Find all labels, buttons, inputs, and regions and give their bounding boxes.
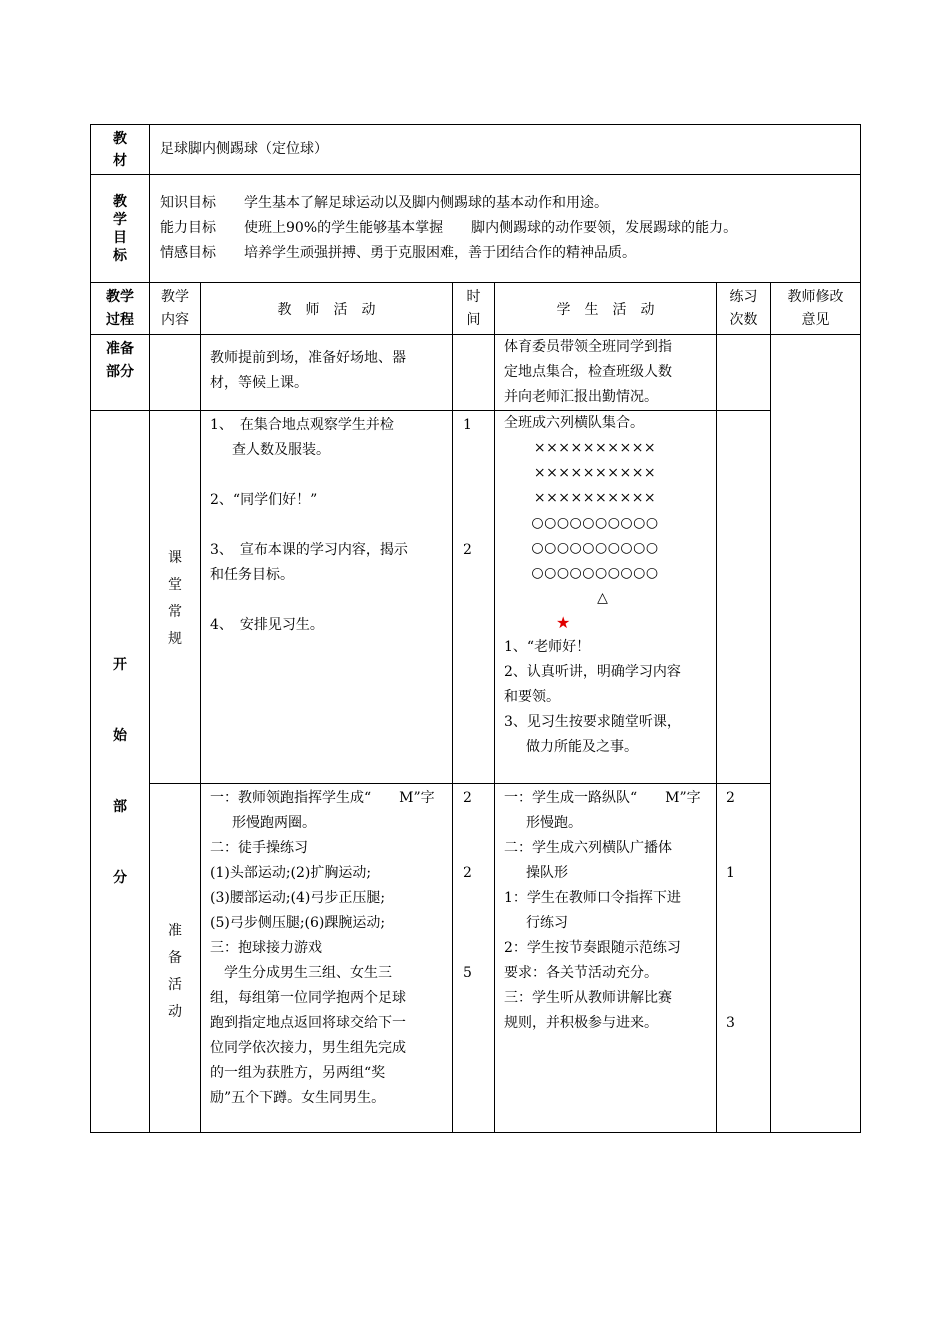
header-content-line: 教学 — [161, 289, 189, 305]
header-time-char: 时 — [466, 289, 481, 305]
routine-teacher-line: 和任务目标。 — [210, 567, 294, 583]
formation-row: ×××××××××× — [533, 440, 657, 456]
warmup-content-char: 动 — [168, 1004, 182, 1020]
start-phase-cell — [91, 411, 150, 1133]
warmup-time-line: 5 — [463, 965, 472, 981]
formation-row: ×××××××××× — [533, 465, 657, 481]
warmup-student-line: 行练习 — [526, 915, 568, 931]
objectives-cell — [150, 175, 861, 283]
warmup-practice-line — [726, 836, 770, 861]
routine-teacher-line — [210, 463, 452, 488]
warmup-practice-line — [726, 886, 770, 911]
header-revision-line: 意见 — [801, 312, 830, 328]
warmup-content-cell — [150, 784, 201, 1133]
objective-row — [160, 191, 860, 216]
warmup-content-char: 准 — [168, 923, 182, 939]
header-time-char: 间 — [466, 312, 481, 328]
objectives-label-cell — [91, 175, 150, 283]
warmup-content-char: 活 — [168, 977, 182, 993]
routine-student-line: 3、见习生按要求随堂听课， — [504, 714, 681, 730]
header-content-line: 内容 — [161, 312, 189, 328]
warmup-practice-line — [726, 961, 770, 986]
objective-text: 培养学生顽强拼搏、勇于克服困难，善于团结合作的精神品质。 — [244, 245, 636, 261]
prep-student-line: 定地点集合，检查班级人数 — [504, 364, 672, 380]
routine-teacher-line: 1、 在集合地点观察学生并检 — [210, 417, 394, 433]
warmup-teacher-line: 二：徒手操练习 — [210, 840, 308, 856]
warmup-student-cell — [495, 784, 717, 1133]
prep-row — [91, 335, 861, 411]
routine-practice-cell — [717, 411, 771, 784]
warmup-student-line: 操队形 — [526, 865, 568, 881]
warmup-teacher-line: (5)弓步侧压腿;(6)踝腕运动; — [210, 915, 386, 931]
warmup-practice-line — [726, 811, 770, 836]
formation-row: ○○○○○○○○○○ — [531, 515, 659, 531]
header-teacher — [201, 283, 453, 335]
warmup-teacher-line: 学生分成男生三组、女生三 — [210, 965, 392, 981]
prep-student-line: 并向老师汇报出勤情况。 — [504, 389, 658, 405]
prep-teacher-line: 材，等候上课。 — [210, 375, 308, 391]
warmup-time-cell — [453, 784, 495, 1133]
warmup-practice-line: 1 — [726, 865, 735, 881]
warmup-student-line: 一：学生成一路纵队“ M”字 — [504, 790, 701, 806]
routine-time-line — [463, 513, 494, 538]
warmup-content-char: 备 — [168, 950, 182, 966]
header-row — [91, 283, 861, 335]
routine-row — [91, 411, 861, 784]
warmup-teacher-line: 组，每组第一位同学抱两个足球 — [210, 990, 406, 1006]
material-label — [91, 125, 149, 172]
material-label-char: 教 — [113, 131, 127, 147]
warmup-student-line: 三：学生听从教师讲解比赛 — [504, 990, 672, 1006]
routine-teacher-line: 查人数及服装。 — [232, 442, 330, 458]
objectives-label-char: 学 — [113, 212, 127, 228]
routine-student-line: 和要领。 — [504, 689, 560, 705]
header-time — [453, 283, 495, 335]
material-label-char: 材 — [113, 153, 127, 169]
prep-phase-cell — [91, 335, 150, 411]
formation-diagram — [504, 436, 716, 586]
header-process — [91, 283, 150, 335]
material-label-cell — [91, 125, 150, 175]
header-process-line: 教学 — [106, 289, 134, 305]
routine-content-char: 课 — [168, 550, 182, 566]
warmup-teacher-line: 一：教师领跑指挥学生成“ M”字 — [210, 790, 435, 806]
warmup-student-line: 要求：各关节活动充分。 — [504, 965, 658, 981]
formation-row: ○○○○○○○○○○ — [531, 565, 659, 581]
routine-time-line — [463, 488, 494, 513]
warmup-time-line — [463, 836, 494, 861]
prep-teacher-line: 教师提前到场，准备好场地、器 — [210, 350, 406, 366]
objective-label: 情感目标 — [160, 245, 216, 261]
routine-teacher-line: 4、 安排见习生。 — [210, 617, 324, 633]
warmup-teacher-line: 形慢跑两圈。 — [232, 815, 316, 831]
formation-row: ○○○○○○○○○○ — [531, 540, 659, 556]
routine-teacher-line: 2、“同学们好！” — [210, 492, 318, 508]
warmup-practice-line: 3 — [726, 1015, 735, 1031]
warmup-time-line — [463, 811, 494, 836]
warmup-student-line: 形慢跑。 — [526, 815, 582, 831]
warmup-practice-line — [726, 936, 770, 961]
teacher-position-icon: △ — [597, 590, 608, 606]
routine-student-line: 2、认真听讲，明确学习内容 — [504, 664, 681, 680]
prep-student-line: 体育委员带领全班同学到指 — [504, 339, 672, 355]
warmup-teacher-line: 跑到指定地点返回将球交给下一 — [210, 1015, 406, 1031]
objective-row — [160, 216, 860, 241]
warmup-time-line — [463, 911, 494, 936]
start-phase-char: 部 — [113, 799, 127, 815]
revision-cell — [771, 335, 861, 1133]
warmup-time-line — [463, 886, 494, 911]
material-value-cell — [150, 125, 861, 175]
warmup-teacher-line: (1)头部运动;(2)扩胸运动; — [210, 865, 372, 881]
header-revision-line: 教师修改 — [787, 289, 844, 305]
warmup-time-line: 2 — [463, 865, 472, 881]
header-teacher-label: 教 师 活 动 — [277, 301, 376, 318]
start-phase-char: 开 — [113, 657, 127, 673]
objective-text: 使班上90%的学生能够基本掌握 脚内侧踢球的动作要领，发展踢球的能力。 — [244, 220, 738, 236]
objective-label: 能力目标 — [160, 220, 216, 236]
objectives-label — [91, 175, 149, 265]
routine-time-line: 2 — [463, 542, 472, 558]
material-row — [91, 125, 861, 175]
warmup-student-line: 2：学生按节奏跟随示范练习 — [504, 940, 681, 956]
start-phase-char: 始 — [113, 728, 127, 744]
warmup-teacher-line: (3)腰部运动;(4)弓步正压腿; — [210, 890, 386, 906]
routine-teacher-line: 3、 宣布本课的学习内容，揭示 — [210, 542, 408, 558]
header-practice-line: 次数 — [729, 312, 758, 328]
header-revision-label — [771, 283, 860, 332]
objectives-label-char: 教 — [113, 194, 127, 210]
warmup-teacher-line: 三：抱球接力游戏 — [210, 940, 322, 956]
prep-content-cell — [150, 335, 201, 411]
formation-row: ×××××××××× — [533, 490, 657, 506]
objective-text: 学生基本了解足球运动以及脚内侧踢球的基本动作和用途。 — [244, 195, 608, 211]
routine-content-cell — [150, 411, 201, 784]
warmup-practice-cell — [717, 784, 771, 1133]
routine-time-line: 1 — [463, 417, 472, 433]
prep-student-cell — [495, 335, 717, 411]
routine-content-char: 规 — [168, 631, 182, 647]
header-practice — [717, 283, 771, 335]
header-practice-line: 练习 — [729, 289, 758, 305]
routine-time-line — [463, 438, 494, 463]
prep-phase-line: 部分 — [106, 364, 134, 380]
routine-teacher-line — [210, 588, 452, 613]
header-student-label: 学 生 活 动 — [556, 301, 655, 318]
warmup-teacher-line: 的一组为获胜方，另两组“奖 — [210, 1065, 386, 1081]
warmup-row — [91, 784, 861, 1133]
prep-teacher-cell — [201, 335, 453, 411]
routine-content-char: 常 — [168, 604, 182, 620]
objectives-label-char: 标 — [113, 248, 127, 264]
warmup-student-line: 1：学生在教师口令指挥下进 — [504, 890, 681, 906]
prep-practice-cell — [717, 335, 771, 411]
warmup-teacher-cell — [201, 784, 453, 1133]
prep-time-cell — [453, 335, 495, 411]
lesson-plan-table — [90, 124, 861, 1133]
objective-row — [160, 241, 860, 266]
routine-student-line: 1、“老师好！ — [504, 639, 591, 655]
routine-teacher-cell — [201, 411, 453, 784]
warmup-teacher-line: 励”五个下蹲。女生同男生。 — [210, 1090, 386, 1106]
objectives-list — [150, 175, 860, 266]
routine-content-char: 堂 — [168, 577, 182, 593]
routine-student-top: 全班成六列横队集合。 — [504, 415, 644, 431]
routine-time-cell — [453, 411, 495, 784]
header-revision — [771, 283, 861, 335]
prep-phase-line: 准备 — [106, 341, 134, 357]
objectives-row — [91, 175, 861, 283]
routine-student-cell — [495, 411, 717, 784]
header-content — [150, 283, 201, 335]
warmup-practice-line — [726, 986, 770, 1011]
start-phase-char: 分 — [113, 870, 127, 886]
warmup-time-line: 2 — [463, 790, 472, 806]
warmup-time-line — [463, 936, 494, 961]
star-icon: ★ — [556, 613, 571, 632]
warmup-practice-line — [726, 911, 770, 936]
warmup-teacher-line: 位同学依次接力，男生组先完成 — [210, 1040, 406, 1056]
warmup-practice-line: 2 — [726, 790, 735, 806]
material-value: 足球脚内侧踢球（定位球） — [160, 141, 328, 157]
objectives-label-char: 目 — [113, 230, 127, 246]
routine-time-line — [463, 463, 494, 488]
header-student — [495, 283, 717, 335]
warmup-student-line: 二：学生成六列横队广播体 — [504, 840, 672, 856]
routine-teacher-line — [210, 513, 452, 538]
routine-student-line: 做力所能及之事。 — [526, 739, 638, 755]
header-process-line: 过程 — [106, 312, 134, 328]
objective-label: 知识目标 — [160, 195, 216, 211]
warmup-student-line: 规则，并积极参与进来。 — [504, 1015, 658, 1031]
